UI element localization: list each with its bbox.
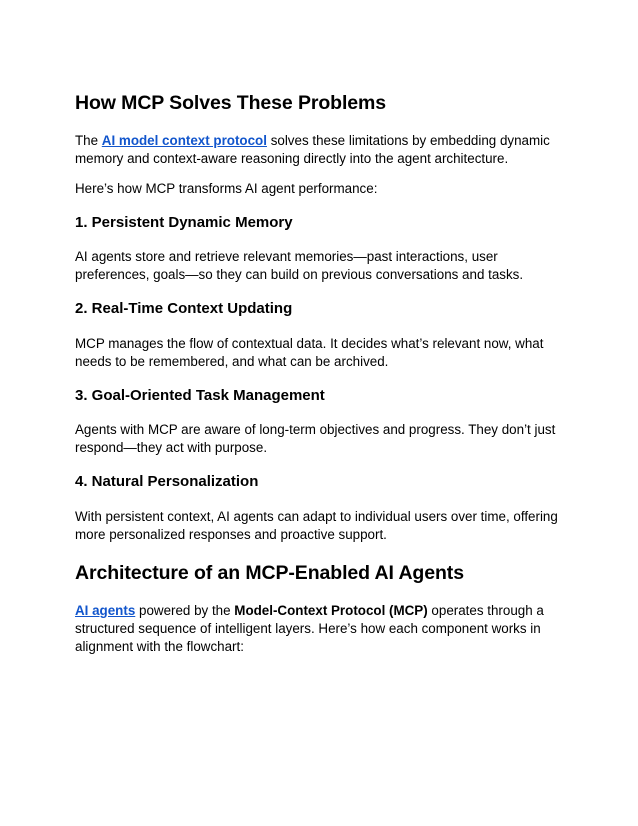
- heading-goal-oriented-task-management: 3. Goal-Oriented Task Management: [75, 387, 325, 404]
- intro-middle: powered by the: [135, 603, 235, 618]
- ai-agents-link[interactable]: AI agents: [75, 603, 136, 618]
- body-real-time-context-updating: MCP manages the flow of contextual data. It decides what’s relevant now, what needs to be remembered, and what can be archived.: [75, 336, 544, 369]
- intro-prefix: The: [75, 133, 102, 148]
- body-goal-oriented-task-management: Agents with MCP are aware of long-term objectives and progress. They don’t just respond—they act with purpose.: [75, 422, 556, 455]
- heading-persistent-dynamic-memory: 1. Persistent Dynamic Memory: [75, 214, 293, 231]
- section-title-how-mcp-solves: How MCP Solves These Problems: [75, 92, 387, 114]
- intro-suffix: operates through a structured sequence of intelligent layers. Here’s how each component works in alignment with the flowchart:: [75, 603, 544, 654]
- intro-suffix: solves these limitations by embedding dynamic memory and context-aware reasoning directly into the agent architecture.: [75, 133, 550, 166]
- mcp-bold-term: Model-Context Protocol (MCP): [234, 603, 428, 618]
- section2-intro-paragraph: [75, 602, 570, 656]
- section1-lead-paragraph: Here’s how MCP transforms AI agent performance:: [75, 181, 378, 196]
- heading-real-time-context-updating: 2. Real-Time Context Updating: [75, 300, 293, 317]
- section-title-architecture: Architecture of an MCP-Enabled AI Agents: [75, 562, 464, 584]
- ai-model-context-protocol-link[interactable]: AI model context protocol: [101, 133, 267, 148]
- body-persistent-dynamic-memory: AI agents store and retrieve relevant memories—past interactions, user preferences, goals—so they can build on previous conversations and tasks.: [75, 249, 524, 282]
- heading-natural-personalization: 4. Natural Personalization: [75, 473, 259, 490]
- body-natural-personalization: With persistent context, AI agents can adapt to individual users over time, offering more personalized responses and proactive support.: [75, 509, 558, 542]
- section1-intro-paragraph: [75, 132, 570, 168]
